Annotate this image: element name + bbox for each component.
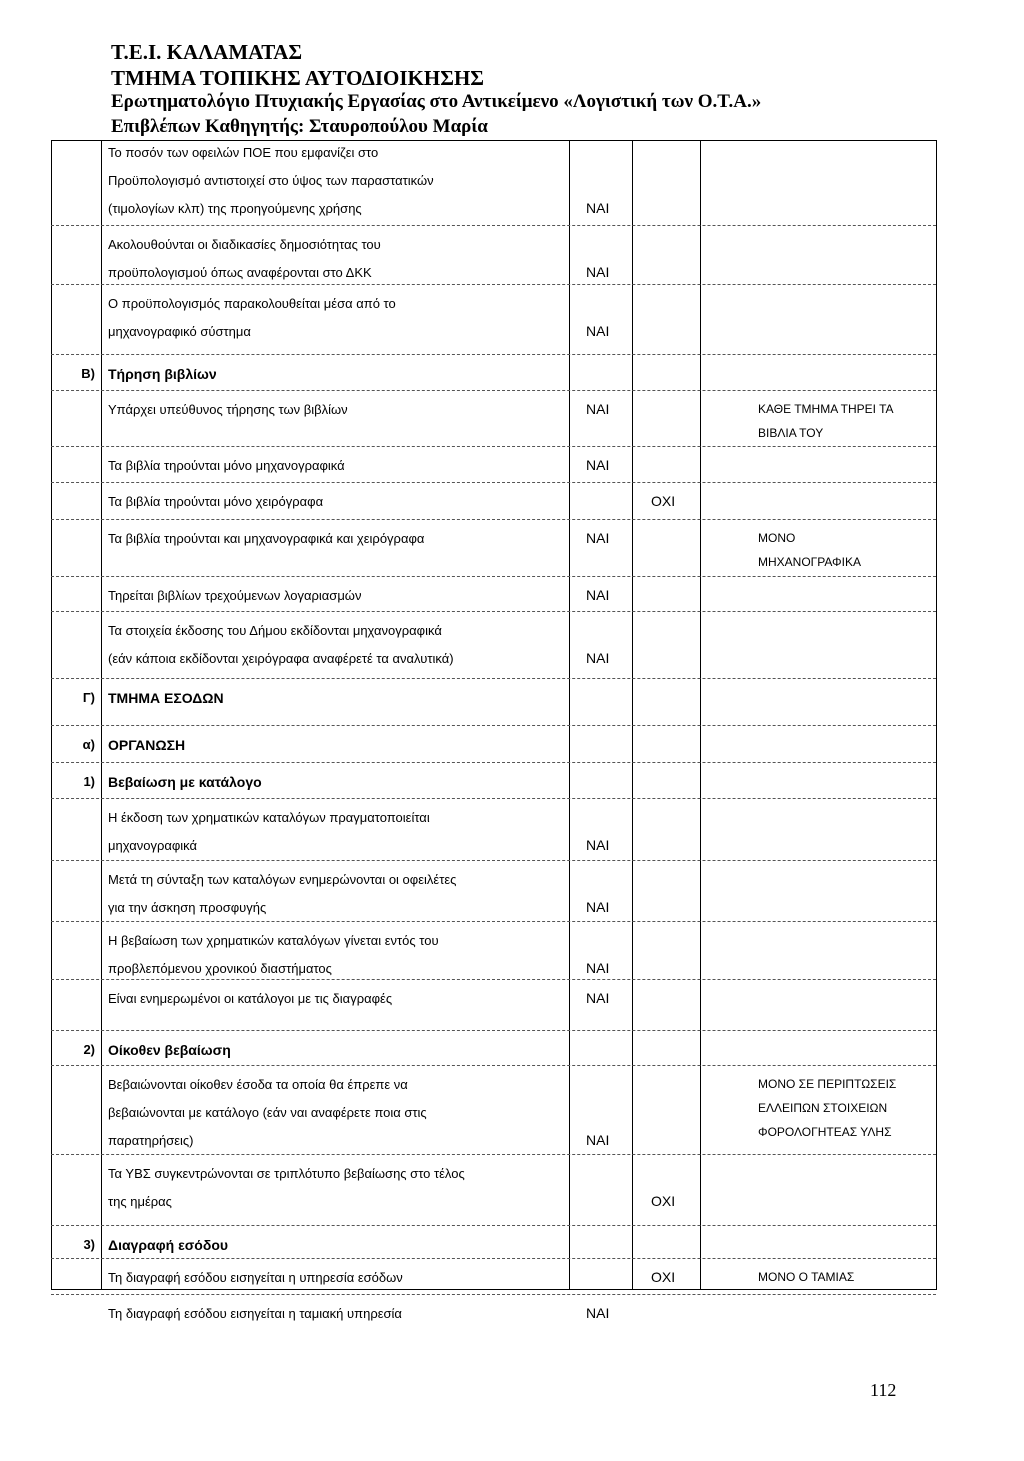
answer-no: ΟΧΙ	[651, 1193, 676, 1209]
section-heading: Τήρηση βιβλίων	[108, 366, 217, 382]
row-separator	[51, 1258, 936, 1260]
answer-yes: ΝΑΙ	[586, 530, 610, 546]
answer-yes: ΝΑΙ	[586, 200, 610, 216]
question-text: προϋπολογισμού όπως αναφέρονται στο ΔΚΚ	[108, 265, 372, 280]
row-separator	[51, 921, 936, 923]
remark-text: ΜΗΧΑΝΟΓΡΑΦΙΚΑ	[758, 555, 861, 569]
answer-no: ΟΧΙ	[651, 1269, 676, 1285]
answer-yes: ΝΑΙ	[586, 837, 610, 853]
answer-no: ΟΧΙ	[651, 493, 676, 509]
section-label: 2)	[83, 1042, 95, 1057]
question-text: Τη διαγραφή εσόδου εισηγείται η ταμιακή υπηρεσία	[108, 1306, 402, 1321]
section-heading: ΟΡΓΑΝΩΣΗ	[108, 737, 186, 753]
section-heading: Διαγραφή εσόδου	[108, 1237, 229, 1253]
row-separator	[51, 725, 936, 727]
question-text: Είναι ενημερωμένοι οι κατάλογοι με τις διαγραφές	[108, 991, 393, 1006]
row-separator	[51, 611, 936, 613]
question-text: Τηρείται βιβλίων τρεχούμενων λογαριασμών	[108, 588, 362, 603]
row-separator	[51, 1030, 936, 1032]
row-separator	[51, 284, 936, 286]
grid-line	[936, 140, 937, 1290]
question-text: Τα βιβλία τηρούνται μόνο χειρόγραφα	[108, 494, 324, 509]
grid-line	[51, 140, 936, 141]
row-separator	[51, 446, 936, 448]
answer-yes: ΝΑΙ	[586, 401, 610, 417]
answer-yes: ΝΑΙ	[586, 587, 610, 603]
question-text: Προϋπολογισμό αντιστοιχεί στο ύψος των παραστατικών	[108, 173, 434, 188]
questionnaire-title: Ερωτηματολόγιο Πτυχιακής Εργασίας στο Αντικείμενο «Λογιστική των Ο.Τ.Α.»	[111, 91, 762, 112]
question-text: Η βεβαίωση των χρηματικών καταλόγων γίνεται εντός του	[108, 933, 439, 948]
answer-yes: ΝΑΙ	[586, 323, 610, 339]
answer-yes: ΝΑΙ	[586, 990, 610, 1006]
remark-text: ΒΙΒΛΙΑ ΤΟΥ	[758, 426, 824, 440]
question-text: βεβαιώνονται με κατάλογο (εάν ναι αναφέρετε ποια στις	[108, 1105, 427, 1120]
question-text: Τα βιβλία τηρούνται μόνο μηχανογραφικά	[108, 458, 345, 473]
remark-text: ΕΛΛΕΙΠΩΝ ΣΤΟΙΧΕΙΩΝ	[758, 1101, 888, 1115]
question-text: της ημέρας	[108, 1194, 172, 1209]
row-separator	[51, 1154, 936, 1156]
remark-text: ΚΑΘΕ ΤΜΗΜΑ ΤΗΡΕΙ ΤΑ	[758, 402, 894, 416]
section-heading: Βεβαίωση με κατάλογο	[108, 774, 262, 790]
question-text: Τα ΥΒΣ συγκεντρώνονται σε τριπλότυπο βεβαίωσης στο τέλος	[108, 1166, 465, 1181]
grid-line	[632, 140, 633, 1290]
grid-line	[569, 140, 570, 1290]
section-heading: Οίκοθεν βεβαίωση	[108, 1042, 231, 1058]
question-text: παρατηρήσεις)	[108, 1133, 194, 1148]
row-separator	[51, 482, 936, 484]
grid-line	[700, 140, 701, 1290]
row-separator	[51, 390, 936, 392]
remark-text: ΦΟΡΟΛΟΓΗΤΕΑΣ ΥΛΗΣ	[758, 1125, 892, 1139]
question-text: μηχανογραφικό σύστημα	[108, 324, 251, 339]
question-text: (εάν κάποια εκδίδονται χειρόγραφα αναφέρετέ τα αναλυτικά)	[108, 651, 454, 666]
section-label: 3)	[83, 1237, 95, 1252]
row-separator	[51, 1065, 936, 1067]
answer-yes: ΝΑΙ	[586, 457, 610, 473]
section-label: Β)	[81, 366, 95, 381]
page-number: 112	[870, 1380, 897, 1400]
grid-line	[51, 1289, 936, 1290]
question-text: μηχανογραφικά	[108, 838, 198, 853]
section-label: Γ)	[82, 690, 95, 705]
row-separator	[51, 1294, 936, 1296]
question-text: Μετά τη σύνταξη των καταλόγων ενημερώνονται οι οφειλέτες	[108, 872, 457, 887]
question-text: για την άσκηση προσφυγής	[108, 900, 267, 915]
question-text: Τα στοιχεία έκδοσης του Δήμου εκδίδονται μηχανογραφικά	[108, 623, 442, 638]
row-separator	[51, 678, 936, 680]
department-name: ΤΜΗΜΑ ΤΟΠΙΚΗΣ ΑΥΤΟΔΙΟΙΚΗΣΗΣ	[111, 66, 485, 90]
remark-text: ΜΟΝΟ ΣΕ ΠΕΡΙΠΤΩΣΕΙΣ	[758, 1077, 897, 1091]
supervisor-line: Επιβλέπων Καθηγητής: Σταυροπούλου Μαρία	[111, 116, 488, 137]
answer-yes: ΝΑΙ	[586, 650, 610, 666]
remark-text: ΜΟΝΟ Ο ΤΑΜΙΑΣ	[758, 1270, 855, 1284]
answer-yes: ΝΑΙ	[586, 1132, 610, 1148]
grid-line	[51, 140, 52, 1290]
answer-yes: ΝΑΙ	[586, 1305, 610, 1321]
row-separator	[51, 798, 936, 800]
question-text: Ακολουθούνται οι διαδικασίες δημοσιότητας του	[108, 237, 381, 252]
row-separator	[51, 860, 936, 862]
answer-yes: ΝΑΙ	[586, 899, 610, 915]
section-heading: ΤΜΗΜΑ ΕΣΟΔΩΝ	[108, 690, 224, 706]
question-text: Υπάρχει υπεύθυνος τήρησης των βιβλίων	[108, 402, 348, 417]
row-separator	[51, 1225, 936, 1227]
question-text: (τιμολογίων κλπ) της προηγούμενης χρήσης	[108, 201, 362, 216]
question-text: Ο προϋπολογισμός παρακολουθείται μέσα από το	[108, 296, 396, 311]
row-separator	[51, 519, 936, 521]
answer-yes: ΝΑΙ	[586, 960, 610, 976]
answer-yes: ΝΑΙ	[586, 264, 610, 280]
row-separator	[51, 354, 936, 356]
row-separator	[51, 762, 936, 764]
row-separator	[51, 225, 936, 227]
grid-line	[101, 140, 102, 1290]
question-text: προβλεπόμενου χρονικού διαστήματος	[108, 961, 332, 976]
question-text: Τη διαγραφή εσόδου εισηγείται η υπηρεσία εσόδων	[108, 1270, 403, 1285]
question-text: Το ποσόν των οφειλών ΠΟΕ που εμφανίζει στο	[108, 145, 379, 160]
section-label: α)	[82, 737, 95, 752]
row-separator	[51, 979, 936, 981]
institution-name: Τ.Ε.Ι. ΚΑΛΑΜΑΤΑΣ	[111, 40, 303, 64]
row-separator	[51, 576, 936, 578]
question-text: Η έκδοση των χρηματικών καταλόγων πραγματοποιείται	[108, 810, 430, 825]
section-label: 1)	[83, 774, 95, 789]
remark-text: ΜΟΝΟ	[758, 531, 796, 545]
question-text: Τα βιβλία τηρούνται και μηχανογραφικά και χειρόγραφα	[108, 531, 425, 546]
question-text: Βεβαιώνονται οίκοθεν έσοδα τα οποία θα έπρεπε να	[108, 1077, 408, 1092]
